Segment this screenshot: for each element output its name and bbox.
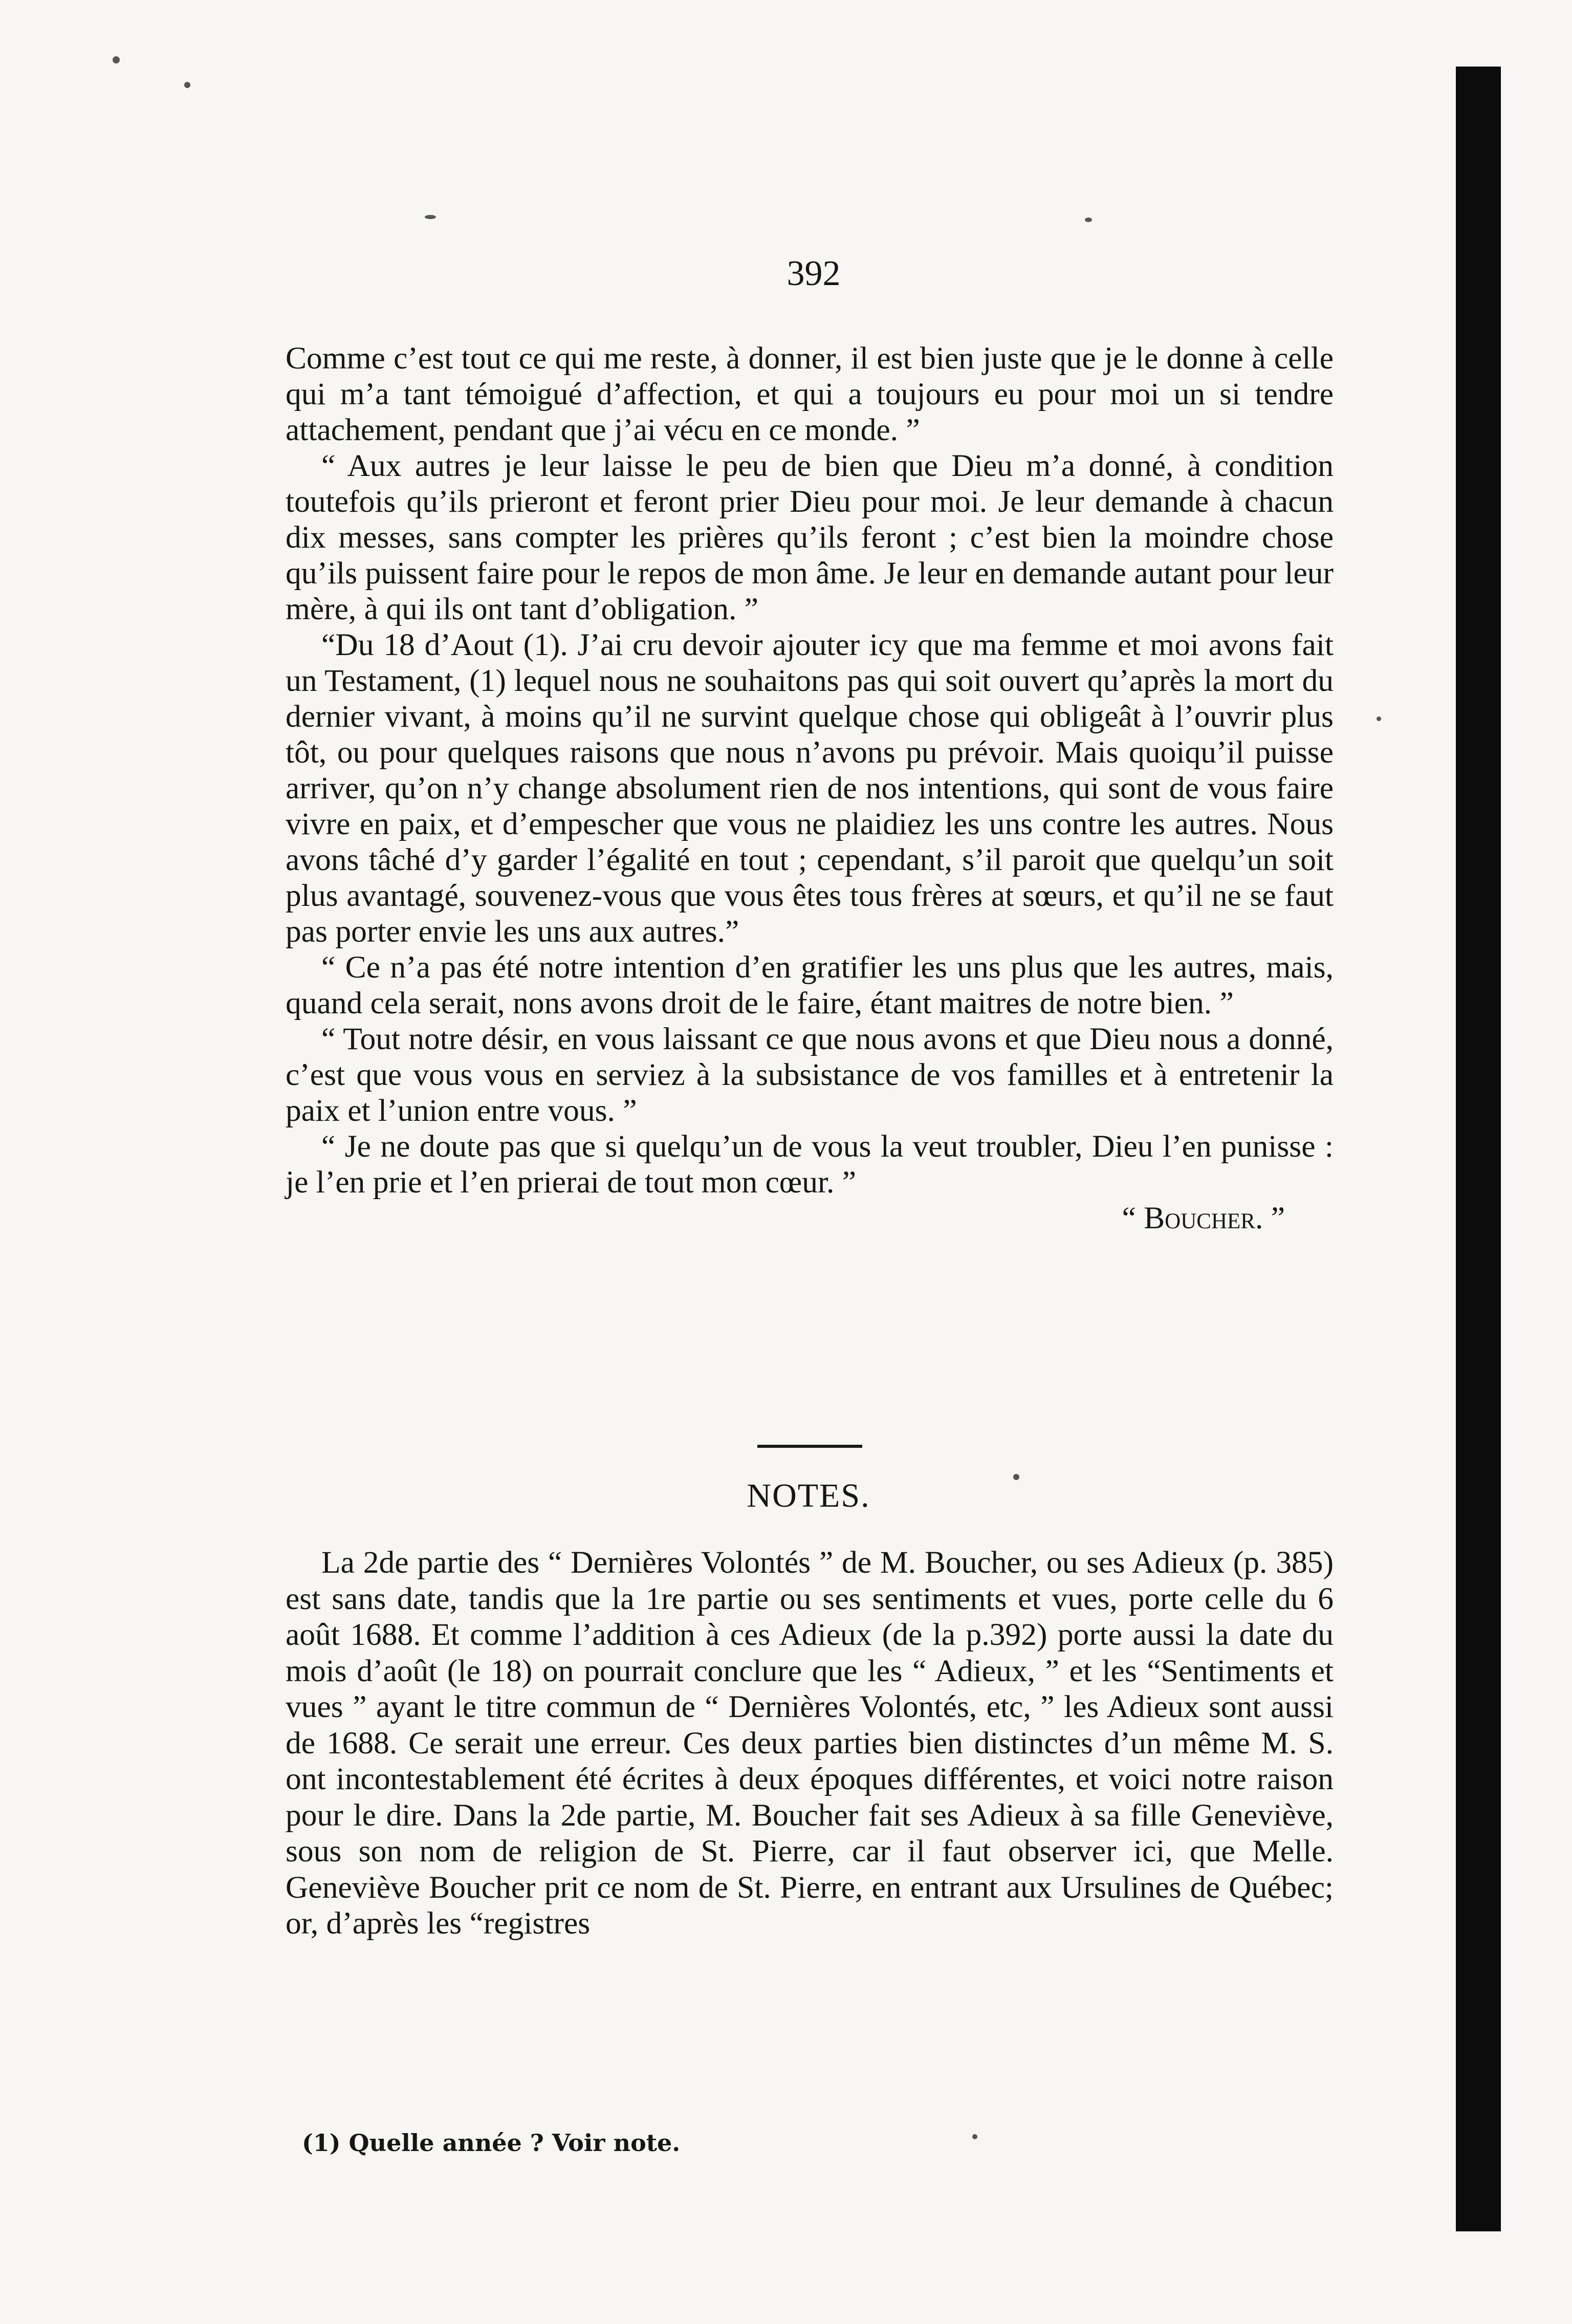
footnote: (1) Quelle année ? Voir note. xyxy=(302,2129,681,2157)
binding-shadow xyxy=(1456,67,1501,2231)
scan-speck xyxy=(425,215,436,219)
signature: “ Boucher. ” xyxy=(1122,1201,1285,1235)
paragraph: Comme c’est tout ce qui me reste, à donner, il est bien juste que je le donne à celle qui m’a tant témoigué d’affection, et qui a toujours eu pour moi un si tendre attachement, pendant que j’ai vécu en ce monde. ” xyxy=(286,341,1334,447)
paragraph: “ Tout notre désir, en vous laissant ce que nous avons et que Dieu nous a donné, c’est que vous vous en serviez à la subsistance de vos familles et à entretenir la paix et l’union entre vous. ” xyxy=(286,1022,1334,1128)
scan-speck xyxy=(1377,716,1381,721)
paragraph: “Du 18 d’Aout (1). J’ai cru devoir ajouter icy que ma femme et moi avons fait un Testament, (1) lequel nous ne souhaitons pas qui soit ouvert qu’après la mort du dernier vivant, à moins qu’il ne survint quelque chose qui obligeât à l’ouvrir plus tôt, ou pour quelques raisons que nous n’avons pu prévoir. Mais quoiqu’il puisse arriver, qu’on n’y change absolument rien de nos intentions, qui sont de vous faire vivre en paix, et d’empescher que vous ne plaidiez les uns contre les autres. Nous avons tâché d’y garder l’égalité en tout ; cependant, s’il paroit que quelqu’un soit plus avantagé, souvenez-vous que vous êtes tous frères at sœurs, et qu’il ne se faut pas porter envie les uns aux autres.” xyxy=(286,627,1334,949)
paragraph: “ Aux autres je leur laisse le peu de bien que Dieu m’a donné, à condition toutefois qu’ils prieront et feront prier Dieu pour moi. Je leur demande à chacun dix messes, sans compter les prières qu’ils feront ; c’est bien la moindre chose qu’ils puissent faire pour le repos de mon âme. Je leur en demande autant pour leur mère, à qui ils ont tant d’obligation. ” xyxy=(286,448,1334,626)
scan-speck xyxy=(113,56,120,63)
letter-body xyxy=(286,340,1334,1236)
scan-speck xyxy=(1085,218,1092,222)
scan-speck xyxy=(1013,1474,1019,1480)
scan-speck xyxy=(184,82,190,88)
notes-section xyxy=(286,1545,1334,1942)
paragraph: “ Je ne doute pas que si quelqu’un de vous la veut troubler, Dieu l’en punisse : je l’en prie et l’en prierai de tout mon cœur. ” xyxy=(286,1129,1334,1200)
notes-heading: NOTES. xyxy=(747,1477,870,1514)
paragraph: “ Ce n’a pas été notre intention d’en gratifier les uns plus que les autres, mais, quand cela serait, nons avons droit de le faire, étant maitres de notre bien. ” xyxy=(286,950,1334,1020)
notes-paragraph: La 2de partie des “ Dernières Volontés ” de M. Boucher, ou ses Adieux (p. 385) est sans date, tandis que la 1re partie ou ses sentiments et vues, porte celle du 6 août 1688. Et comme l’addition à ces Adieux (de la p.392) porte aussi la date du mois d’août (le 18) on pourrait conclure que les “ Adieux, ” et les “Sentiments et vues ” ayant le titre commun de “ Dernières Volontés, etc, ” les Adieux sont aussi de 1688. Ce serait une erreur. Ces deux parties bien distinctes d’un même M. S. ont incontestablement été écrites à deux époques différentes, et voici notre raison pour le dire. Dans la 2de partie, M. Boucher fait ses Adieux à sa fille Geneviève, sous son nom de religion de St. Pierre, car il faut observer ici, que Melle. Geneviève Boucher prit ce nom de St. Pierre, en entrant aux Ursulines de Québec; or, d’après les “registres xyxy=(286,1545,1334,1941)
page-number: 392 xyxy=(787,254,841,293)
section-divider xyxy=(757,1445,862,1448)
